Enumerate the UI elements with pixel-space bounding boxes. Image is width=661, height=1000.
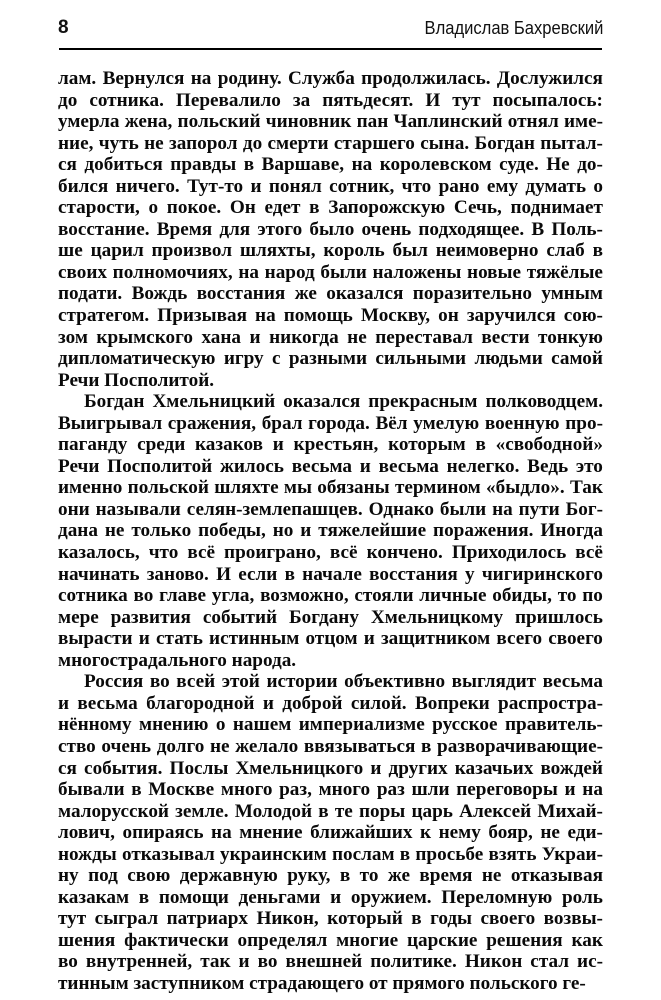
text-line: своих полномочиях, на народ были наложены новые тяжёлые — [58, 261, 603, 283]
text-line: старости, о покое. Он едет в Запорожскую Сечь, поднимает — [58, 197, 603, 219]
text-line: Речи Посполитой. — [58, 369, 215, 391]
body-text-block — [58, 68, 603, 995]
text-line: малорусской земле. Молодой в те поры царь Алексей Михай- — [58, 800, 603, 822]
text-line: именно польской шляхте мы обязаны термином «быдло». Так — [58, 477, 603, 499]
text-line: паганду среди казаков и крестьян, которым в «свободной» — [58, 434, 603, 456]
text-line: и весьма благородной и доброй силой. Вопреки распростра- — [58, 692, 603, 714]
paragraph — [58, 391, 603, 671]
header-rule — [59, 48, 602, 50]
text-line: бывали в Москве много раз, много раз шли переговоры и на — [58, 779, 603, 801]
text-line: многострадального народа. — [58, 649, 297, 671]
text-line: Богдан Хмельницкий оказался прекрасным полководцем. — [84, 391, 603, 413]
text-line: ся события. Послы Хмельницкого и других казачьих вождей — [58, 757, 603, 779]
author-running-head: Владислав Бахревский — [424, 18, 603, 38]
text-line: Выигрывал сражения, брал города. Вёл умелую военную про- — [58, 412, 603, 434]
text-line: казакам в помощи деньгами и оружием. Переломную роль — [58, 886, 603, 908]
text-line: зом крымского хана и никогда не переставал вести тонкую — [58, 326, 603, 348]
running-head — [58, 18, 603, 37]
paragraph — [58, 671, 603, 994]
text-line: дипломатическую игру с разными сильными людьми самой — [58, 348, 603, 370]
text-line: вырасти и стать истинным отцом и защитником всего своего — [58, 628, 603, 650]
text-line: ство очень долго не желало ввязываться в разворачивающие- — [58, 735, 603, 757]
text-line: тинным заступником страдающего от прямого польского ге- — [58, 972, 586, 994]
text-line: ся добиться правды в Варшаве, на королевском суде. Не до- — [58, 154, 603, 176]
text-line: ну под свою державную руку, в то же время не отказывая — [58, 865, 603, 887]
text-line: подати. Вождь восстания же оказался поразительно умным — [58, 283, 603, 305]
text-line: лович, опираясь на мнение ближайших к нему бояр, не еди- — [58, 822, 603, 844]
text-line: стратегом. Призывая на помощь Москву, он заручился сою- — [58, 305, 603, 327]
paragraph — [58, 68, 603, 391]
text-line: ножды отказывал украинским послам в просьбе взять Украи- — [58, 843, 603, 865]
text-line: начинать заново. И если в начале восстания у чигиринского — [58, 563, 603, 585]
text-line: лам. Вернулся на родину. Служба продолжилась. Дослужился — [58, 68, 603, 89]
text-line: умерла жена, польский чиновник пан Чаплинский отнял име- — [58, 111, 603, 133]
page-number: 8 — [58, 17, 69, 38]
text-line: бился ничего. Тут-то и понял сотник, что рано ему думать о — [58, 175, 603, 197]
text-line: нённому мнению о нашем империализме русское правитель- — [58, 714, 603, 736]
text-line: до сотника. Перевалило за пятьдесят. И тут посыпалось: — [58, 89, 603, 111]
text-line: во внутренней, так и во внешней политике. Никон стал ис- — [58, 951, 603, 973]
text-line: шения фактически определял многие царские решения как — [58, 929, 603, 951]
text-line: мере развития событий Богдану Хмельницкому пришлось — [58, 606, 603, 628]
text-line: Россия во всей этой истории объективно выглядит весьма — [84, 671, 603, 693]
text-line: сотника во главе угла, возможно, стояли личные обиды, то по — [58, 585, 603, 607]
text-line: дана не только победы, но и тяжелейшие поражения. Иногда — [58, 520, 603, 542]
text-line: восстание. Время для этого было очень подходящее. В Поль- — [58, 218, 603, 240]
text-line: ше царил произвол шляхты, король был неимоверно слаб в — [58, 240, 603, 262]
text-line: ние, чуть не запорол до смерти старшего сына. Богдан пытал- — [58, 132, 603, 154]
text-line: казалось, что всё проиграно, всё кончено. Приходилось всё — [58, 542, 603, 564]
text-line: они называли селян-землепашцев. Однако были на пути Бог- — [58, 498, 603, 520]
text-line: тут сыграл патриарх Никон, который в годы своего возвы- — [58, 908, 603, 930]
text-line: Речи Посполитой жилось весьма и весьма нелегко. Ведь это — [58, 455, 603, 477]
